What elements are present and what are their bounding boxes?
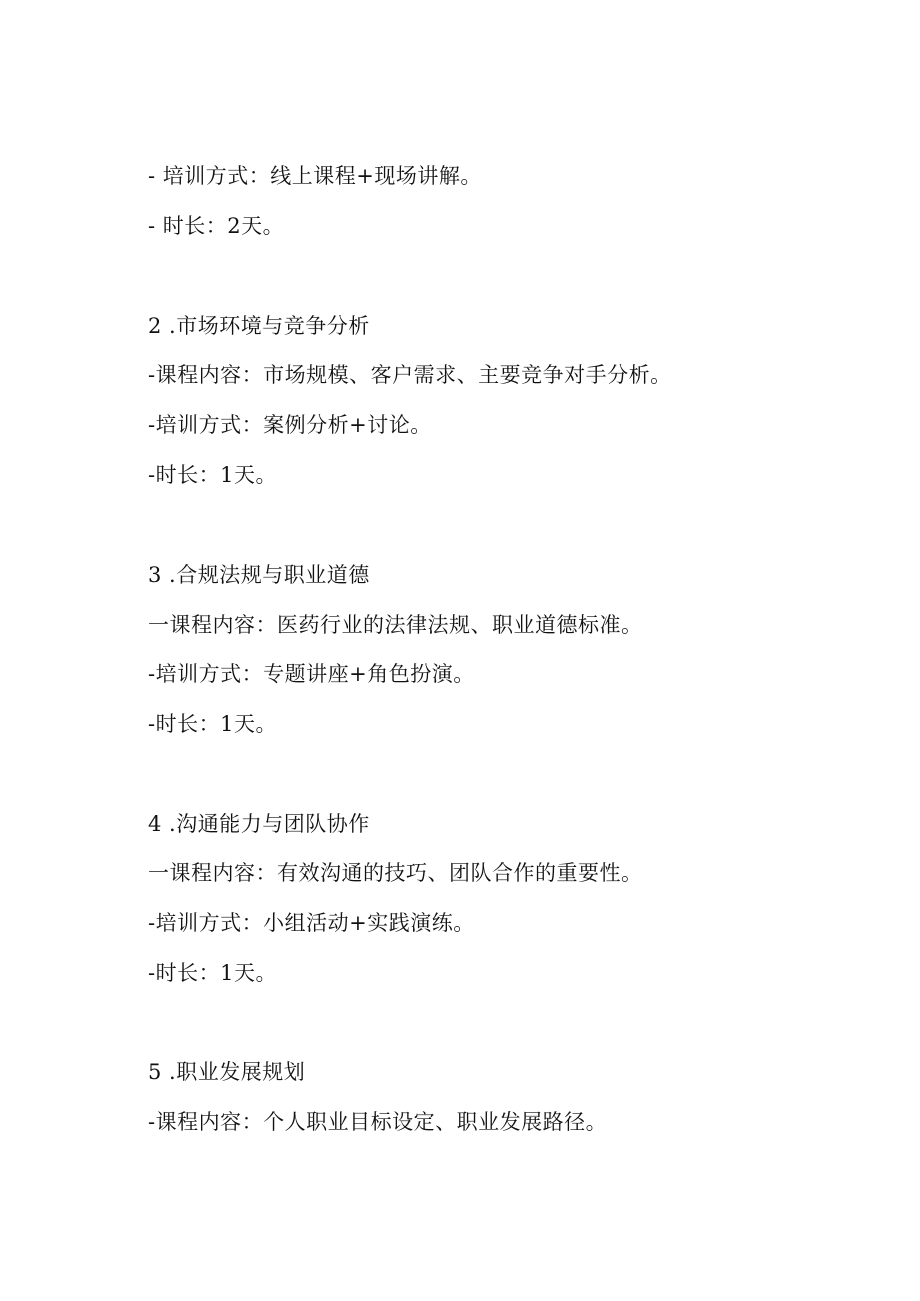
course-content-line: 一课程内容：医药行业的法律法规、职业道德标准。 [148,613,643,637]
course-content-line: 一课程内容：有效沟通的技巧、团队合作的重要性。 [148,861,643,885]
duration-line: -时长：1天。 [148,712,277,736]
section-heading: 4 .沟通能力与团队协作 [148,812,370,836]
section-heading: 3 .合规法规与职业道德 [148,563,370,587]
training-method-line: - 培训方式：线上课程+现场讲解。 [148,164,482,188]
course-content-line: -课程内容：个人职业目标设定、职业发展路径。 [148,1110,608,1134]
training-method-line: -培训方式：小组活动+实践演练。 [148,911,475,935]
duration-line: -时长：1天。 [148,961,277,985]
duration-line: - 时长：2天。 [148,214,285,238]
training-method-line: -培训方式：案例分析+讨论。 [148,413,432,437]
course-content-line: -课程内容：市场规模、客户需求、主要竞争对手分析。 [148,363,672,387]
section-heading: 5 .职业发展规划 [148,1060,306,1084]
section-heading: 2 .市场环境与竞争分析 [148,314,370,338]
duration-line: -时长：1天。 [148,463,277,487]
training-method-line: -培训方式：专题讲座+角色扮演。 [148,662,475,686]
